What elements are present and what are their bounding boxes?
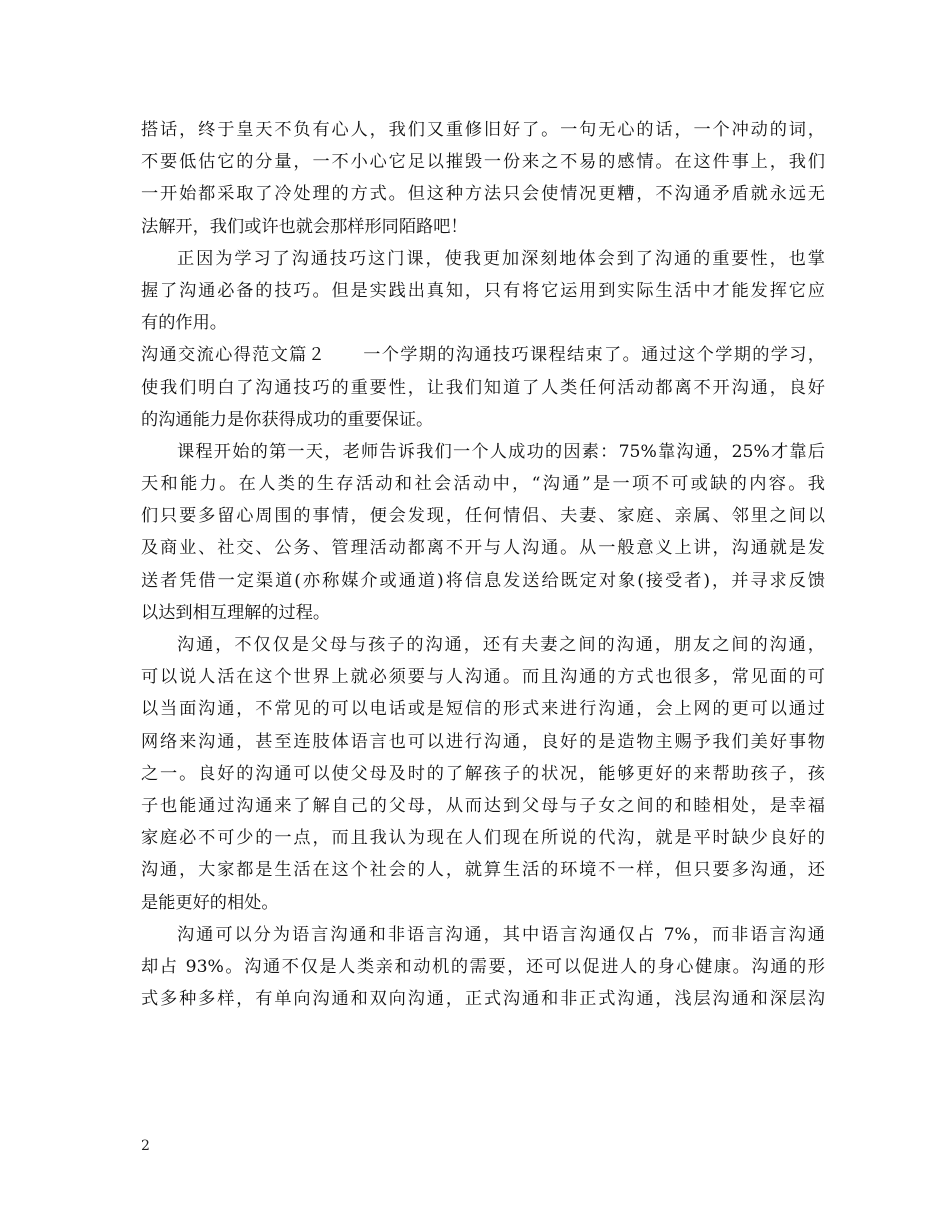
page-number: 2 bbox=[141, 1138, 150, 1154]
text-line: 以当面沟通，不常见的可以电话或是短信的形式来进行沟通，会上网的更可以通过 bbox=[141, 699, 825, 720]
document-body bbox=[141, 114, 825, 1015]
text-line: 是能更好的相处。 bbox=[141, 892, 279, 913]
text-line: 家庭必不可少的一点，而且我认为现在人们现在所说的代沟，就是平时缺少良好的 bbox=[141, 828, 825, 849]
text-line: 可以说人活在这个世界上就必须要与人沟通。而且沟通的方式也很多，常见面的可 bbox=[141, 667, 825, 688]
text-line: 沟通，大家都是生活在这个社会的人，就算生活的环境不一样，但只要多沟通，还 bbox=[141, 860, 825, 881]
paragraph-first-line: 正因为学习了沟通技巧这门课，使我更加深刻地体会到了沟通的重要性，也掌 bbox=[177, 248, 825, 269]
text-line: 们只要多留心周围的事情，便会发现，任何情侣、夫妻、家庭、亲属、邻里之间以 bbox=[141, 506, 825, 527]
text-line: 有的作用。 bbox=[141, 313, 227, 334]
paragraph-first-line: 沟通，不仅仅是父母与孩子的沟通，还有夫妻之间的沟通，朋友之间的沟通， bbox=[177, 635, 825, 655]
text-line: 却占 93%。沟通不仅是人类亲和动机的需要，还可以促进人的身心健康。沟通的形 bbox=[141, 956, 825, 977]
text-line: 握了沟通必备的技巧。但是实践出真知，只有将它运用到实际生活中才能发挥它应 bbox=[141, 280, 825, 301]
section-heading-line: 沟通交流心得范文篇２ 一个学期的沟通技巧课程结束了。通过这个学期的学习， bbox=[141, 345, 825, 366]
text-line: 天和能力。在人类的生存活动和社会活动中，“沟通”是一项不可或缺的内容。我 bbox=[141, 474, 825, 495]
text-line: 不要低估它的分量，一不小心它足以摧毁一份来之不易的感情。在这件事上，我们 bbox=[141, 152, 825, 173]
text-line: 之一。良好的沟通可以使父母及时的了解孩子的状况，能够更好的来帮助孩子，孩 bbox=[141, 763, 825, 784]
text-line: 搭话，终于皇天不负有心人，我们又重修旧好了。一句无心的话，一个冲动的词， bbox=[141, 120, 825, 140]
text-line: 及商业、社交、公务、管理活动都离不开与人沟通。从一般意义上讲，沟通就是发 bbox=[141, 538, 825, 559]
text-line: 网络来沟通，甚至连肢体语言也可以进行沟通，良好的是造物主赐予我们美好事物 bbox=[141, 731, 825, 752]
paragraph-first-line: 课程开始的第一天，老师告诉我们一个人成功的因素：75%靠沟通，25%才靠后 bbox=[177, 441, 825, 462]
text-line: 式多种多样，有单向沟通和双向沟通，正式沟通和非正式沟通，浅层沟通和深层沟 bbox=[141, 989, 825, 1010]
text-line: 的沟通能力是你获得成功的重要保证。 bbox=[141, 409, 434, 430]
paragraph-first-line: 沟通可以分为语言沟通和非语言沟通，其中语言沟通仅占 7%，而非语言沟通 bbox=[177, 924, 825, 945]
text-line: 使我们明白了沟通技巧的重要性，让我们知道了人类任何活动都离不开沟通，良好 bbox=[141, 377, 825, 398]
text-line: 送者凭借一定渠道(亦称媒介或通道)将信息发送给既定对象(接受者)，并寻求反馈 bbox=[141, 570, 825, 591]
text-line: 子也能通过沟通来了解自己的父母，从而达到父母与子女之间的和睦相处，是幸福 bbox=[141, 795, 825, 816]
text-line: 法解开，我们或许也就会那样形同陌路吧！ bbox=[141, 216, 468, 237]
text-line: 一开始都采取了冷处理的方式。但这种方法只会使情况更糟，不沟通矛盾就永远无 bbox=[141, 184, 825, 205]
text-line: 以达到相互理解的过程。 bbox=[141, 602, 331, 623]
